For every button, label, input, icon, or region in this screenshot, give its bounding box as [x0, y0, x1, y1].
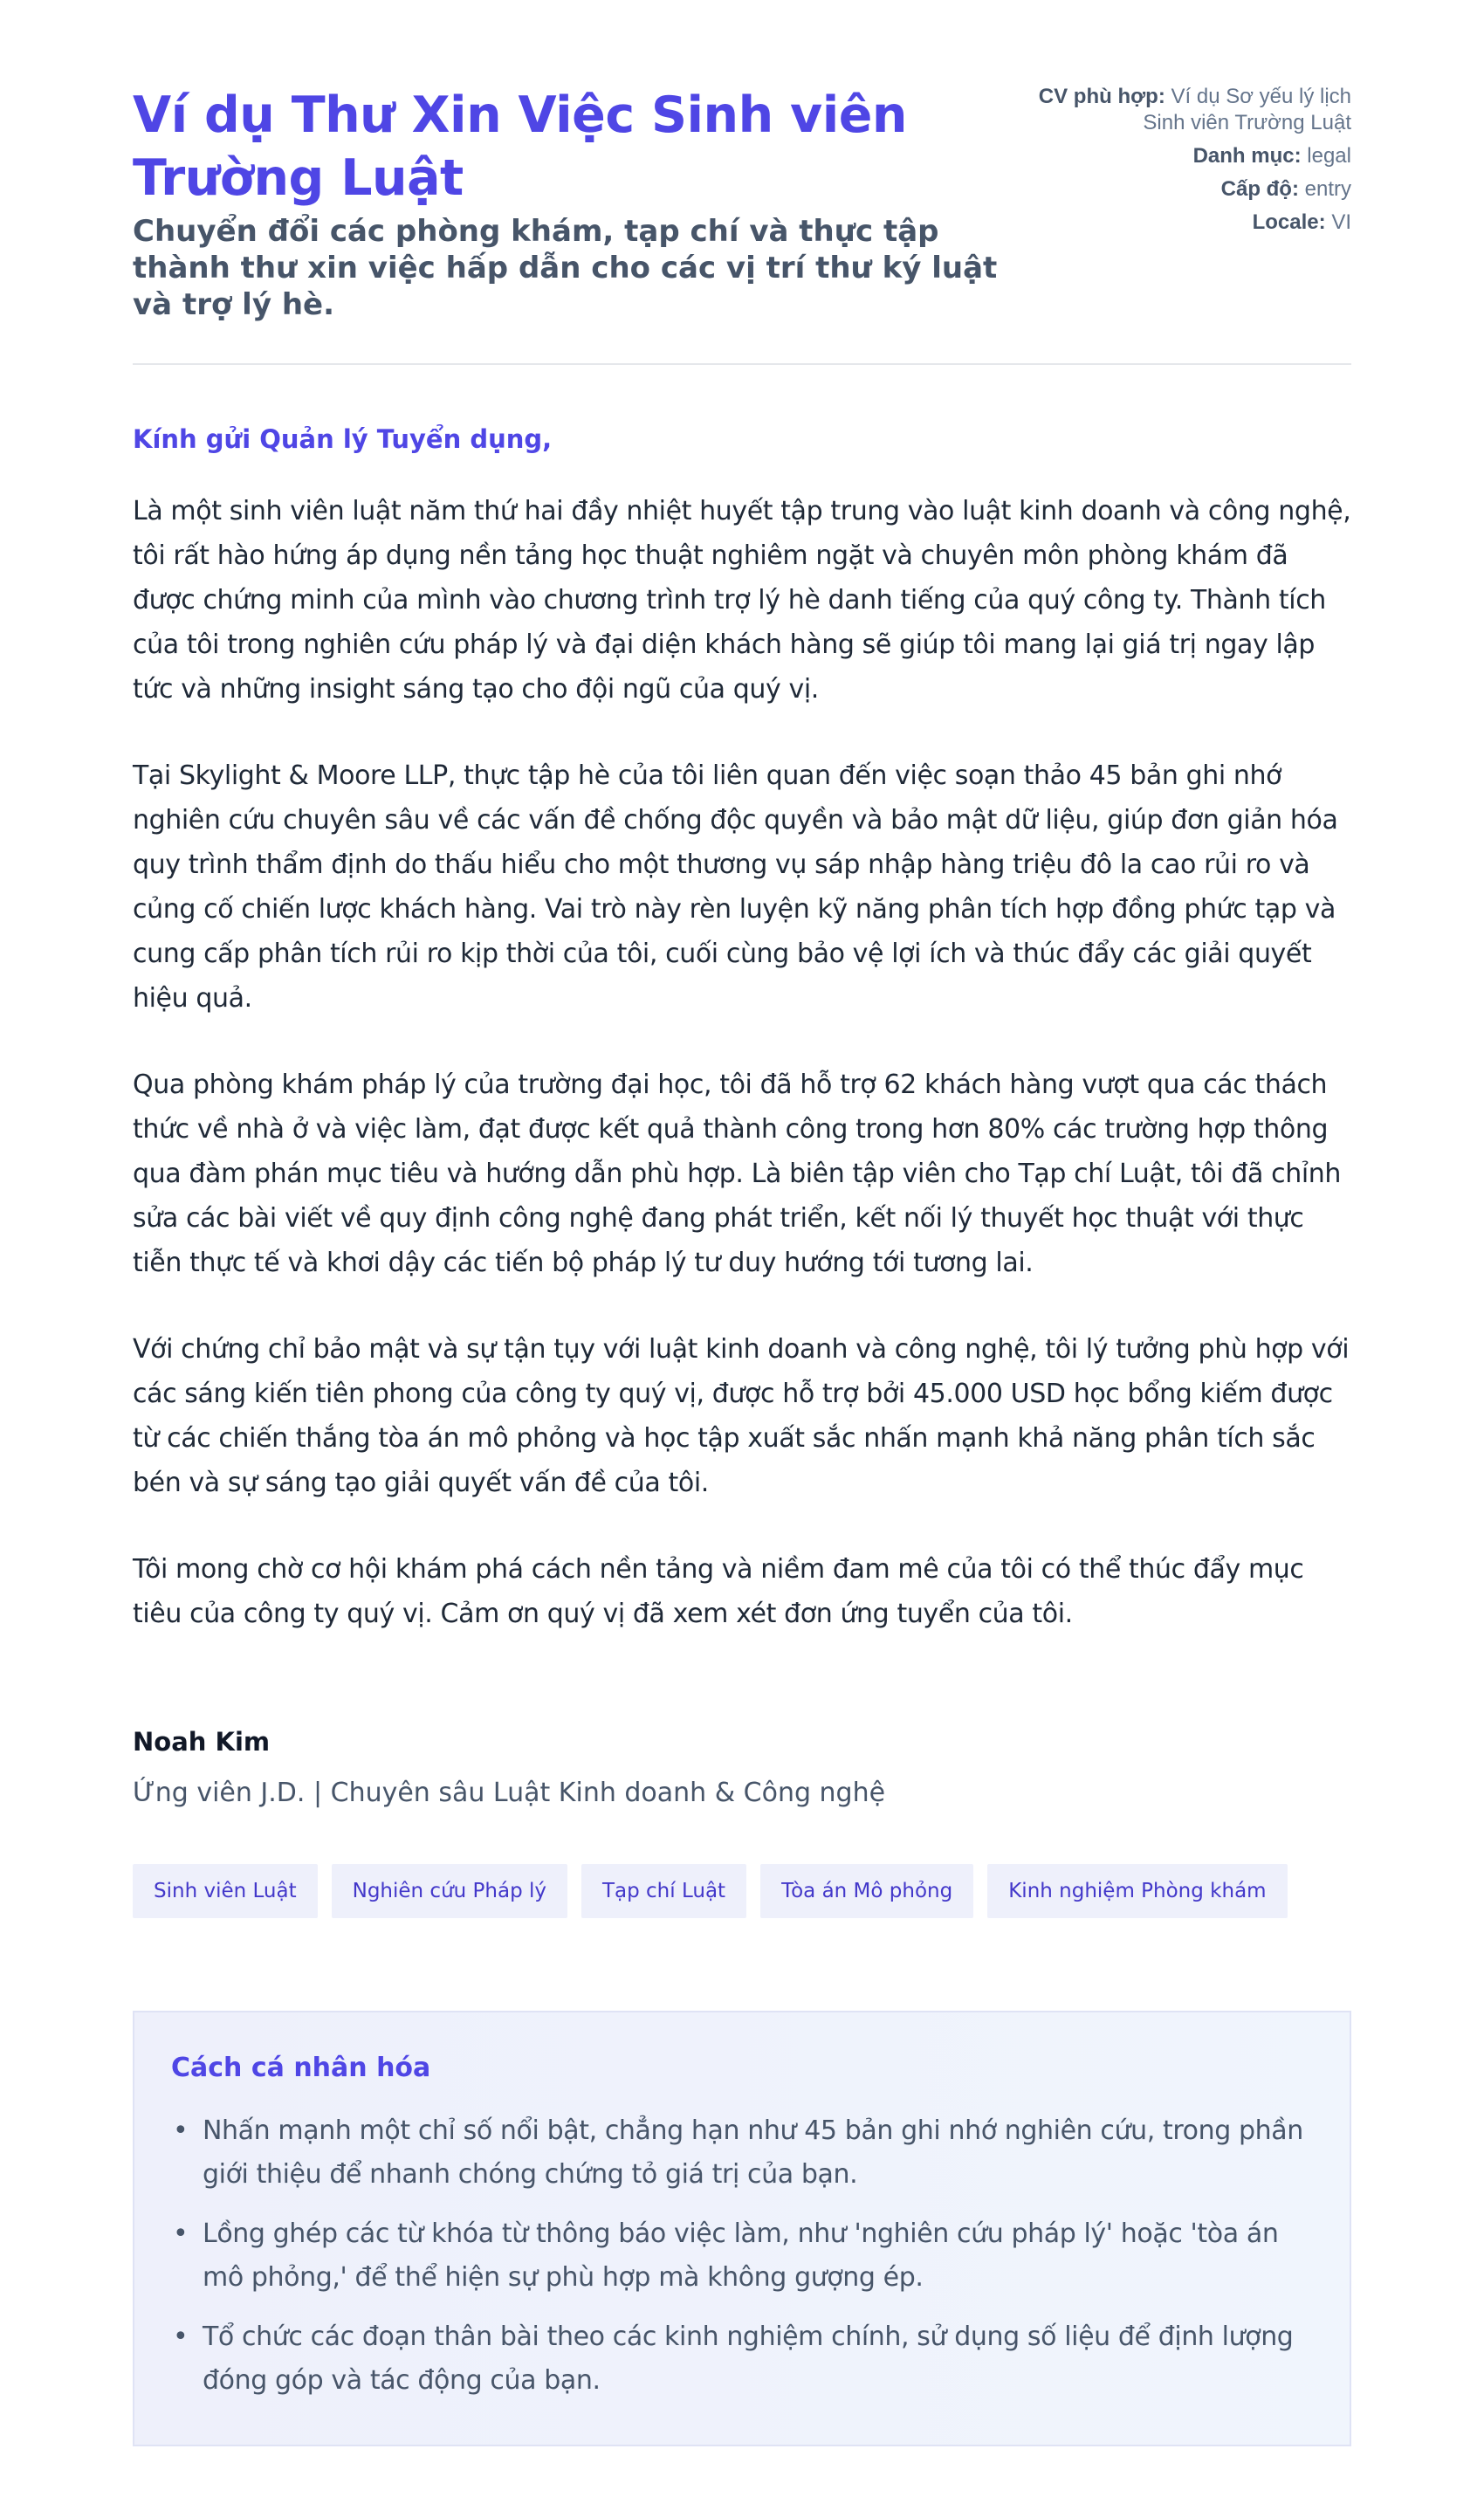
letter-paragraph-1: Là một sinh viên luật năm thứ hai đầy nhiệt huyết tập trung vào luật kinh doanh và công nghệ, tôi rất hào hứng áp dụng nền tảng học thuật nghiêm ngặt và chuyên môn phòng khám đã được chứng minh của mình vào chương trình trợ lý hè danh tiếng của quý công ty. Thành tích của tôi trong nghiên cứu pháp lý và đại diện khách hàng sẽ giúp tôi mang lại giá trị ngay lập tức và những insight sáng tạo cho đội ngũ của quý vị. — [133, 496, 1351, 705]
meta-category-label: Danh mục: — [1192, 144, 1302, 168]
letter-greeting: Kính gửi Quản lý Tuyển dụng, — [133, 424, 553, 454]
meta-level — [1037, 176, 1351, 203]
header-title-block — [133, 84, 1032, 323]
letter-paragraph-4: Với chứng chỉ bảo mật và sự tận tụy với luật kinh doanh và công nghệ, tôi lý tưởng phù hợp với các sáng kiến tiên phong của công ty quý vị, được hỗ trợ bởi 45.000 USD học bổng kiếm được từ các chiến thắng tòa án mô phỏng và học tập xuất sắc nhấn mạnh khả năng phân tích sắc bén và sự sáng tạo giải quyết vấn đề của tôi. — [133, 1334, 1350, 1498]
meta-cv-value: Ví dụ Sơ yếu lý lịch Sinh viên Trường Luật — [1143, 85, 1351, 134]
tip-item: • Tổ chức các đoạn thân bài theo các kinh nghiệm chính, sử dụng số liệu để định lượng đóng góp và tác động của bạn. — [171, 2315, 1315, 2403]
meta-locale — [1037, 210, 1351, 236]
meta-panel — [1037, 84, 1351, 323]
meta-category — [1037, 143, 1351, 169]
letter-paragraph-2: Tại Skylight & Moore LLP, thực tập hè của tôi liên quan đến việc soạn thảo 45 bản ghi nhớ nghiên cứu chuyên sâu về các vấn đề chống độc quyền và bảo mật dữ liệu, giúp đơn giản hóa quy trình thẩm định do thấu hiểu cho một thương vụ sáp nhập hàng triệu đô la cao rủi ro và củng cố chiến lược khách hàng. Vai trò này rèn luyện kỹ năng phân tích hợp đồng phức tạp và cung cấp phân tích rủi ro kịp thời của tôi, cuối cùng bảo vệ lợi ích và thúc đẩy các giải quyết hiệu quả. — [133, 760, 1338, 1014]
tag-list — [133, 1864, 1351, 1918]
tag-legal-research[interactable]: Nghiên cứu Pháp lý — [332, 1864, 567, 1918]
meta-level-label: Cấp độ: — [1220, 177, 1299, 201]
letter-paragraph-3: Qua phòng khám pháp lý của trường đại học, tôi đã hỗ trợ 62 khách hàng vượt qua các thách thức về nhà ở và việc làm, đạt được kết quả thành công trong hơn 80% các trường hợp thông qua đàm phán mục tiêu và hướng dẫn phù hợp. Là biên tập viên cho Tạp chí Luật, tôi đã chỉnh sửa các bài viết về quy định công nghệ đang phát triển, kết nối lý thuyết học thuật với thực tiễn thực tế và khơi dậy các tiến bộ pháp lý tư duy hướng tới tương lai. — [133, 1070, 1341, 1278]
meta-cv — [1037, 84, 1351, 136]
tip-item: • Lồng ghép các từ khóa từ thông báo việc làm, như 'nghiên cứu pháp lý' hoặc 'tòa án mô phỏng,' để thể hiện sự phù hợp mà không gượng ép. — [171, 2212, 1315, 2300]
letter-paragraph-5: Tôi mong chờ cơ hội khám phá cách nền tảng và niềm đam mê của tôi có thể thúc đẩy mục tiêu của công ty quý vị. Cảm ơn quý vị đã xem xét đơn ứng tuyển của tôi. — [133, 1554, 1304, 1629]
meta-cv-label: CV phù hợp: — [1038, 85, 1165, 108]
signature-name: Noah Kim — [133, 1727, 271, 1757]
tips-list — [171, 2109, 1315, 2403]
meta-level-value: entry — [1304, 177, 1351, 201]
meta-locale-label: Locale: — [1252, 210, 1326, 234]
tip-item: • Nhấn mạnh một chỉ số nổi bật, chẳng hạn như 45 bản ghi nhớ nghiên cứu, trong phần giới thiệu để nhanh chóng chứng tỏ giá trị của bạn. — [171, 2109, 1315, 2197]
personalization-tips-box — [133, 2011, 1351, 2446]
signature-title: Ứng viên J.D. | Chuyên sâu Luật Kinh doanh & Công nghệ — [133, 1778, 886, 1808]
meta-locale-value: VI — [1331, 210, 1351, 234]
tag-clinic-experience[interactable]: Kinh nghiệm Phòng khám — [987, 1864, 1287, 1918]
tag-law-student[interactable]: Sinh viên Luật — [133, 1864, 318, 1918]
header-divider — [133, 363, 1351, 365]
page-subtitle: Chuyển đổi các phòng khám, tạp chí và thực tập thành thư xin việc hấp dẫn cho các vị trí thư ký luật và trợ lý hè. — [133, 214, 998, 322]
page-header — [133, 0, 1351, 323]
tips-title: Cách cá nhân hóa — [171, 2053, 431, 2083]
tag-law-review[interactable]: Tạp chí Luật — [581, 1864, 746, 1918]
meta-category-value: legal — [1307, 144, 1351, 168]
tag-moot-court[interactable]: Tòa án Mô phỏng — [760, 1864, 973, 1918]
page-title: Ví dụ Thư Xin Việc Sinh viên Trường Luật — [133, 86, 907, 207]
